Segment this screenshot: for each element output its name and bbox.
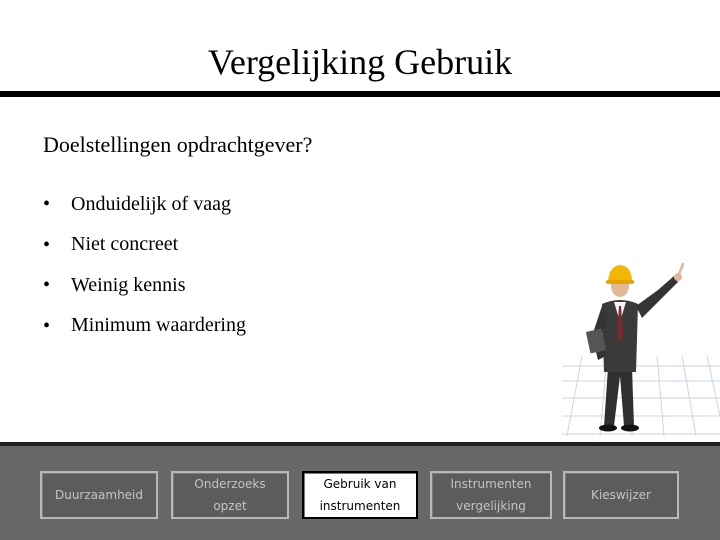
nav-button-label: Onderzoeks [194, 477, 266, 491]
nav-button-label: Instrumenten [450, 477, 532, 491]
nav-button-label: Duurzaamheid [54, 488, 144, 502]
bullet-text: Weinig kennis [71, 273, 186, 296]
slide-subtitle: Doelstellingen opdrachtgever? [43, 132, 313, 157]
grid-floor [562, 356, 720, 436]
bullet-text: Minimum waardering [71, 314, 246, 337]
bullet-text: Onduidelijk of vaag [71, 192, 231, 215]
nav-button-onderzoeks-opzet[interactable] [171, 471, 289, 519]
bullet-item [43, 306, 246, 347]
bullet-icon: • [43, 233, 51, 256]
nav-button-label: opzet [213, 499, 247, 513]
bullet-text: Niet concreet [71, 233, 179, 256]
nav-button-instrumenten-vergelijking[interactable] [430, 471, 552, 519]
bullet-item [43, 225, 246, 266]
navigation-bar [0, 442, 720, 540]
bullet-icon: • [43, 274, 51, 297]
bullet-item [43, 184, 246, 225]
bullet-icon: • [43, 193, 51, 216]
nav-button-label: instrumenten [319, 499, 401, 513]
title-divider [0, 91, 720, 97]
nav-button-label: vergelijking [456, 499, 526, 513]
nav-button-label: Kieswijzer [591, 488, 651, 502]
businessman-hardhat-icon [562, 256, 720, 436]
nav-button-label: Gebruik van [323, 477, 397, 491]
nav-button-kieswijzer[interactable] [563, 471, 679, 519]
nav-button-gebruik-van-instrumenten[interactable] [302, 471, 418, 519]
bullet-item [43, 265, 246, 306]
bullet-list [43, 184, 246, 346]
slide-title: Vergelijking Gebruik [207, 42, 513, 82]
bullet-icon: • [43, 314, 51, 337]
nav-button-duurzaamheid[interactable] [40, 471, 158, 519]
